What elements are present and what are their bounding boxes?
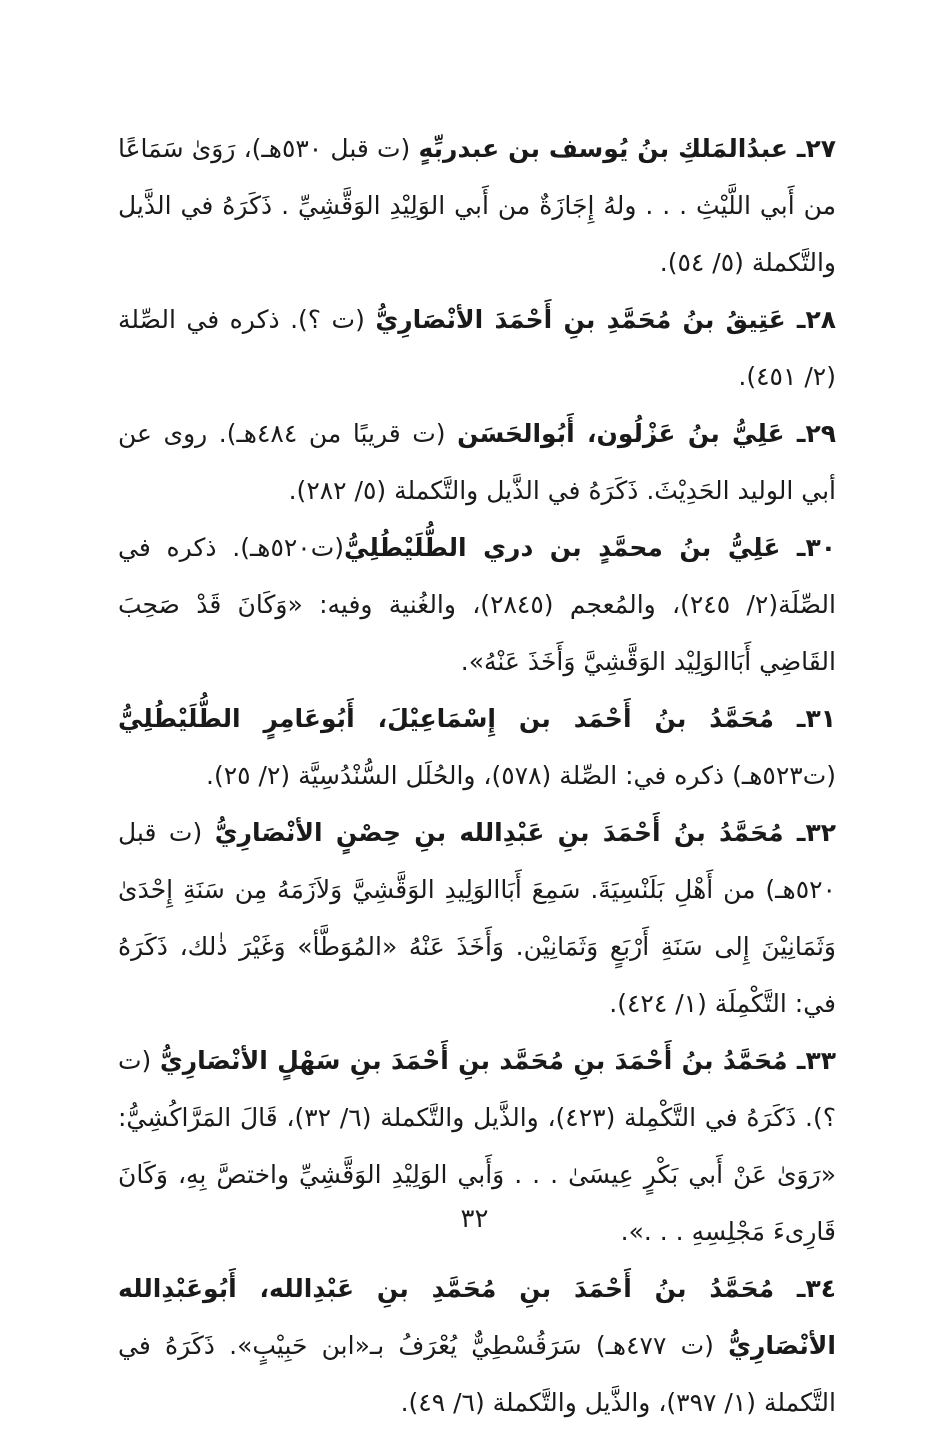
entry-body: (ت قبل ٥٣٠هـ)، رَوَىٰ سَمَاعًا من أَبي اللَّيْثِ . . . ولهُ إِجَازَةٌ من أَبي الوَلِيْدِ الوَقَّشِيِّ . ذَكَرَهُ في الذَّيل والتَّكملة (٥/ ٥٤). [118,134,836,277]
entry-heading: ٣٣ـ مُحَمَّدُ بنُ أَحْمَدَ بنِ مُحَمَّد بنِ أَحْمَدَ بنِ سَهْلٍ الأنْصَارِيُّ [159,1046,836,1075]
entry-body: (ت قريبًا من ٤٨٤هـ). روى عن أبي الوليد الحَدِيْثَ. ذَكَرَهُ في الذَّيل والتَّكملة (٥/ ٢٨٢). [118,419,836,505]
entry-heading: ٣٤ـ مُحَمَّدُ بنُ أَحْمَدَ بنِ مُحَمَّدِ بنِ عَبْدِالله، أَبُوعَبْدِالله الأنْصَارِيُّ [118,1274,836,1360]
entry-heading: ٣٠ـ عَلِيُّ بنُ محمَّدٍ بن دري الطُّلَيْطُلِيُّ [344,533,836,562]
entry-body: (ت٥٢٠هـ). ذكره في الصِّلَة(٢/ ٢٤٥)، والمُعجم (٢٨٤٥)، والغُنية وفيه: «وَكَانَ قَدْ صَحِبَ القَاضِي أَبَاالوَلِيْد الوَقَّشِيَّ وَأَخَذَ عَنْهُ». [118,533,836,676]
entries-list [118,120,836,1431]
entry-heading: ٢٩ـ عَلِيُّ بنُ عَزْلُون، أَبُوالحَسَن [457,419,836,448]
entry-heading: ٣١ـ مُحَمَّدُ بنُ أَحْمَد بن إِسْمَاعِيْلَ، أَبُوعَامِرٍ الطُّلَيْطُلِيُّ [118,704,836,733]
entry-body: (ت ؟). ذكره في الصِّلة (٢/ ٤٥١). [118,305,836,391]
entry-27 [118,120,836,291]
entry-body: (ت ؟). ذَكَرَهُ في التَّكْمِلة (٤٢٣)، والذَّيل والتَّكملة (٦/ ٣٢)، قَالَ المَرَّاكُشِيُّ: «رَوَىٰ عَنْ أَبي بَكْرٍ عِيسَىٰ . . . وَأَبي الوَلِيْدِ الوَقَّشِيِّ واختصَّ بِهِ، وَكَانَ قَارِىءَ مَجْلِسِهِ . . .». [118,1046,837,1246]
entry-31 [118,690,836,804]
entry-heading: ٢٧ـ عبدُالمَلكِ بنُ يُوسف بن عبدربِّهٍ [418,134,837,163]
entry-32 [118,804,836,1032]
entry-body: (ت قبل ٥٢٠هـ) من أَهْلِ بَلَنْسِيَةَ. سَمِعَ أَبَاالوَلِيدِ الوَقَّشِيَّ وَلاَزَمَهُ مِن سَنَةِ إِحْدَىٰ وَثَمَانِيْنَ إِلى سَنَةِ أَرْبَعٍ وَثَمَانِيْن. وَأَخَذَ عَنْهُ «المُوَطَّأ» وَغَيْرَ ذٰلك، ذَكَرَهُ في: التَّكْمِلَة (١/ ٤٢٤). [118,818,836,1018]
entry-28 [118,291,836,405]
entry-body: (ت ٤٧٧هـ) سَرَقُسْطِيٌّ يُعْرَفُ بـ«ابن حَبِيْبٍ». ذَكَرَهُ في التَّكملة (١/ ٣٩٧)، والذَّيل والتَّكملة (٦/ ٤٩). [118,1331,836,1417]
entry-29 [118,405,836,519]
entry-30 [118,519,836,690]
entry-heading: ٣٢ـ مُحَمَّدُ بنُ أَحْمَدَ بنِ عَبْدِالله بنِ حِصْنٍ الأنْصَارِيُّ [214,818,836,847]
entry-body: (ت٥٢٣هـ) ذكره في: الصِّلة (٥٧٨)، والحُلَل السُّنْدُسِيَّة (٢/ ٢٥). [206,761,836,790]
entry-34 [118,1260,836,1431]
entry-heading: ٢٨ـ عَتِيقُ بنُ مُحَمَّدِ بنِ أَحْمَدَ الأنْصَارِيُّ [375,305,836,334]
page-number: ٣٢ [460,1204,489,1234]
